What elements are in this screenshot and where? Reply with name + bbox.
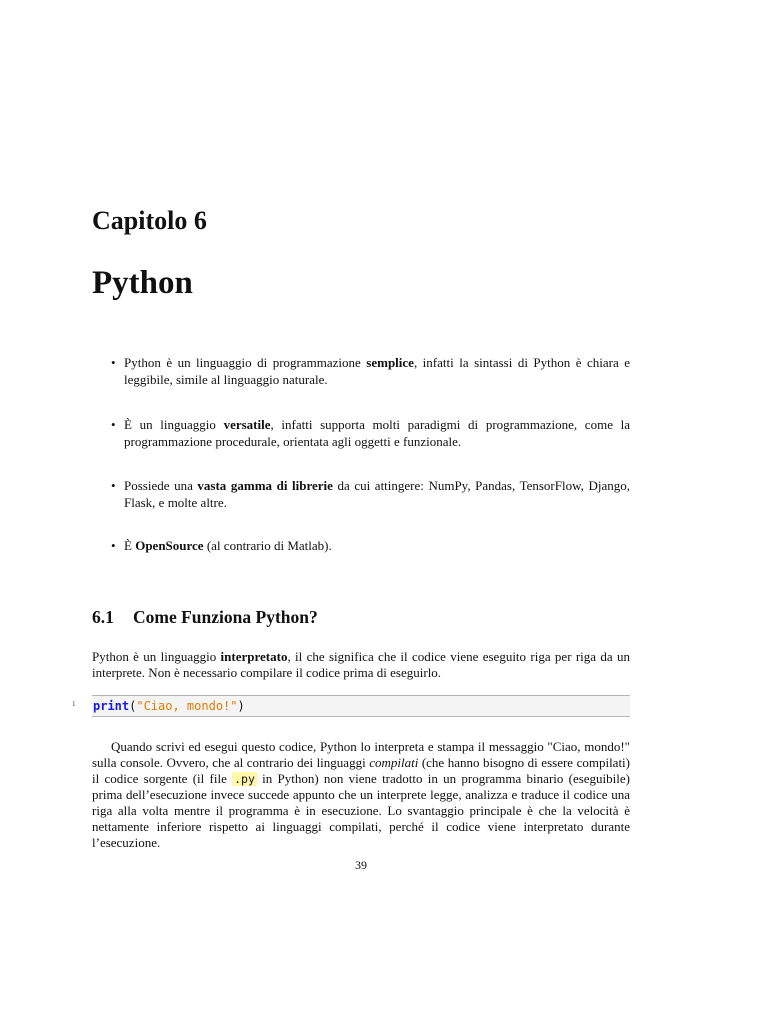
section-title: Come Funziona Python? <box>133 607 318 627</box>
code-line-number: 1 <box>72 700 76 708</box>
chapter-label: Capitolo 6 <box>92 206 207 235</box>
bullet-text: Python è un linguaggio di programmazione semplice, infatti la sintassi di Python è chiara e leggibile, simile al linguaggio naturale. <box>124 355 630 387</box>
section-number: 6.1 <box>92 607 114 627</box>
bullet-text: È un linguaggio versatile, infatti supporta molti paradigmi di programmazione, come la programmazione procedurale, orientata agli oggetti e funzionale. <box>124 417 631 449</box>
chapter-title: Python <box>92 265 193 301</box>
code-keyword: print <box>93 699 130 713</box>
code-string: "Ciao, mondo!" <box>136 699 238 713</box>
bullet-item <box>92 538 630 555</box>
code-block <box>92 695 630 717</box>
inline-code: .py <box>234 772 255 786</box>
page-number: 39 <box>355 858 367 872</box>
bullet-text: Possiede una vasta gamma di librerie da cui attingere: NumPy, Pandas, TensorFlow, Django, Flask, e molte altre. <box>124 478 630 510</box>
body-paragraph: Quando scrivi ed esegui questo codice, Python lo interpreta e stampa il messaggio "Ciao, mondo!" sulla console. Ovvero, che al contrario dei linguaggi compilati (che hanno bisogno di essere compilati) il codice sorgente (il file .py in Python) non viene tradotto in un programma binario (eseguibile) prima dell’esecuzione invece succede appunto che un interprete legge, analizza e traduce il codice una riga alla volta mentre il programma è in esecuzione. Lo svantaggio principale è che la velocità è nettamente inferiore rispetto ai linguaggi compilati, perché il codice viene interpretato durante l’esecuzione. <box>92 739 631 850</box>
section-heading <box>92 607 318 628</box>
bullet-dot-icon: • <box>111 538 116 553</box>
bullet-dot-icon: • <box>111 417 116 432</box>
bullet-item <box>92 355 630 388</box>
code-line: print("Ciao, mondo!") <box>93 699 245 713</box>
intro-paragraph: Python è un linguaggio interpretato, il che significa che il codice viene eseguito riga per riga da un interprete. Non è necessario compilare il codice prima di eseguirlo. <box>92 649 630 680</box>
bullet-text: È OpenSource (al contrario di Matlab). <box>124 538 332 553</box>
bullet-dot-icon: • <box>111 355 116 370</box>
bullet-item <box>92 478 630 511</box>
bullet-item <box>92 417 630 450</box>
bullet-dot-icon: • <box>111 478 116 493</box>
